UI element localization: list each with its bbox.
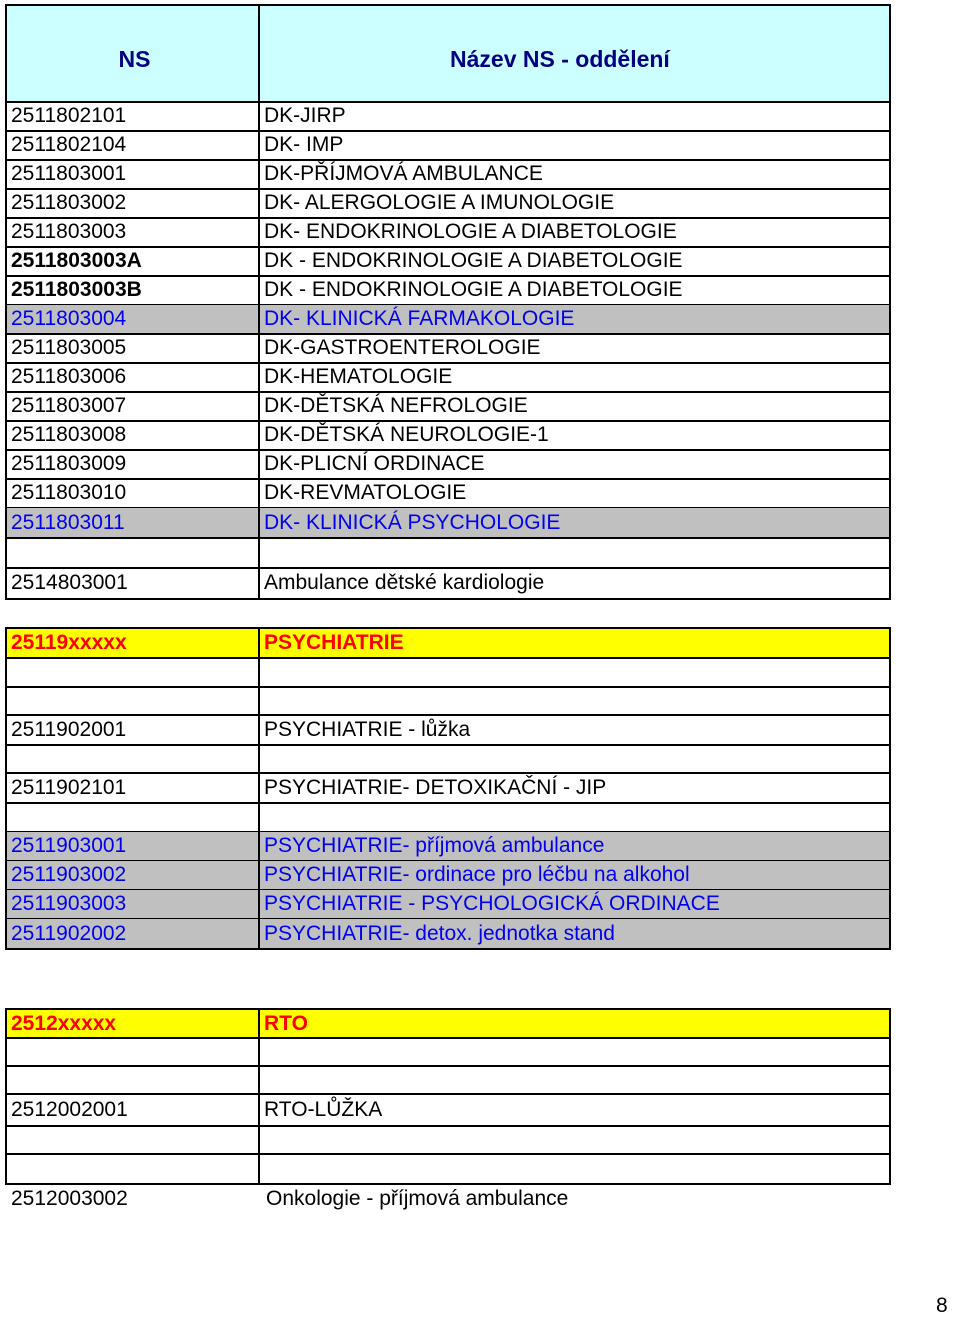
department-name [260, 687, 891, 716]
table-row [5, 1154, 891, 1185]
section-title-row [5, 627, 891, 659]
ns-code: 2511802101 [5, 102, 260, 132]
ns-code: 2514803001 [5, 568, 260, 600]
table-row [5, 189, 891, 219]
department-name [260, 745, 891, 774]
department-name: Onkologie - příjmová ambulance [266, 1187, 569, 1210]
department-name: DK - ENDOKRINOLOGIE A DIABETOLOGIE [260, 247, 891, 277]
ns-code: 2511903003 [5, 890, 260, 920]
table-row [5, 861, 891, 891]
table-row [5, 803, 891, 833]
table-row [5, 1184, 891, 1214]
ns-code [5, 1066, 260, 1095]
department-name: DK- ALERGOLOGIE A IMUNOLOGIE [260, 189, 891, 219]
table-row [5, 392, 891, 422]
department-name [260, 658, 891, 688]
section-name: PSYCHIATRIE [260, 627, 891, 659]
department-name: DK- KLINICKÁ FARMAKOLOGIE [260, 305, 891, 335]
ns-code: 2511803007 [5, 392, 260, 422]
ns-code: 2511803006 [5, 363, 260, 393]
ns-code: 2512002001 [5, 1094, 260, 1127]
department-name: DK-PŘÍJMOVÁ AMBULANCE [260, 160, 891, 190]
department-name: DK-HEMATOLOGIE [260, 363, 891, 393]
table-row [5, 450, 891, 480]
department-name: DK - ENDOKRINOLOGIE A DIABETOLOGIE [260, 276, 891, 306]
ns-code: 2511902002 [5, 919, 260, 950]
ns-code [5, 1126, 260, 1155]
ns-code: 2511803010 [5, 479, 260, 509]
department-name: DK-DĚTSKÁ NEUROLOGIE-1 [260, 421, 891, 451]
table-row [5, 890, 891, 920]
header-name: Název NS - oddělení [260, 4, 891, 103]
department-name [260, 1154, 891, 1185]
ns-code: 2511803003A [5, 247, 260, 277]
ns-code: 2511803008 [5, 421, 260, 451]
section-name: RTO [260, 1008, 891, 1039]
ns-code: 2511803003 [5, 218, 260, 248]
department-name: PSYCHIATRIE- DETOXIKAČNÍ - JIP [260, 773, 891, 804]
table-row [5, 1038, 891, 1067]
table-row [5, 421, 891, 451]
ns-code: 2511803005 [5, 334, 260, 364]
department-name: DK-GASTROENTEROLOGIE [260, 334, 891, 364]
department-name: PSYCHIATRIE- ordinace pro léčbu na alkohol [260, 861, 891, 891]
ns-code [5, 538, 260, 569]
department-name: PSYCHIATRIE - lůžka [260, 715, 891, 746]
header-ns: NS [5, 4, 260, 103]
section-code: 25119xxxxx [5, 627, 260, 659]
table-row [5, 508, 891, 539]
table-row [5, 102, 891, 132]
table-row [5, 568, 891, 600]
ns-code: 2511902101 [5, 773, 260, 804]
department-name [260, 1038, 891, 1067]
ns-code: 2511903001 [5, 832, 260, 862]
table-row [5, 131, 891, 161]
table-row [5, 334, 891, 364]
ns-code: 2511803002 [5, 189, 260, 219]
table-row [5, 832, 891, 862]
table-row [5, 538, 891, 569]
table-row [5, 363, 891, 393]
ns-code [5, 1038, 260, 1067]
ns-code [5, 803, 260, 833]
ns-code: 2511803009 [5, 450, 260, 480]
ns-code: 2511803004 [5, 305, 260, 335]
ns-code: 2511902001 [5, 715, 260, 746]
table-row [5, 276, 891, 306]
department-name: DK- KLINICKÁ PSYCHOLOGIE [260, 508, 891, 539]
table-row [5, 247, 891, 277]
department-name: DK-DĚTSKÁ NEFROLOGIE [260, 392, 891, 422]
section-code: 2512xxxxx [5, 1008, 260, 1039]
department-name [260, 538, 891, 569]
department-name: DK-REVMATOLOGIE [260, 479, 891, 509]
table-row [5, 687, 891, 716]
department-name: DK- IMP [260, 131, 891, 161]
ns-code: 2511803001 [5, 160, 260, 190]
table-row [5, 715, 891, 746]
ns-code [5, 745, 260, 774]
table-row [5, 1094, 891, 1127]
department-name [260, 1066, 891, 1095]
department-name: RTO-LŮŽKA [260, 1094, 891, 1127]
table-row [5, 773, 891, 804]
table-row [5, 1066, 891, 1095]
department-name: DK-JIRP [260, 102, 891, 132]
department-name [260, 803, 891, 833]
department-name: DK-PLICNÍ ORDINACE [260, 450, 891, 480]
ns-code [5, 658, 260, 688]
table-row [5, 160, 891, 190]
table-row [5, 305, 891, 335]
table-row [5, 745, 891, 774]
table-row [5, 919, 891, 950]
page-number: 8 [936, 1294, 948, 1317]
table-header [5, 4, 891, 103]
ns-code [5, 687, 260, 716]
department-name: PSYCHIATRIE - PSYCHOLOGICKÁ ORDINACE [260, 890, 891, 920]
ns-code [5, 1154, 260, 1185]
ns-code: 2511903002 [5, 861, 260, 891]
department-name: Ambulance dětské kardiologie [260, 568, 891, 600]
ns-code: 2512003002 [11, 1187, 128, 1210]
ns-code: 2511803003B [5, 276, 260, 306]
table-row [5, 218, 891, 248]
department-name [260, 1126, 891, 1155]
ns-code: 2511803011 [5, 508, 260, 539]
table-row [5, 479, 891, 509]
table-row [5, 1126, 891, 1155]
table-row [5, 658, 891, 688]
department-name: DK- ENDOKRINOLOGIE A DIABETOLOGIE [260, 218, 891, 248]
department-name: PSYCHIATRIE- detox. jednotka stand [260, 919, 891, 950]
department-name: PSYCHIATRIE- příjmová ambulance [260, 832, 891, 862]
section-title-row [5, 1008, 891, 1039]
ns-code: 2511802104 [5, 131, 260, 161]
